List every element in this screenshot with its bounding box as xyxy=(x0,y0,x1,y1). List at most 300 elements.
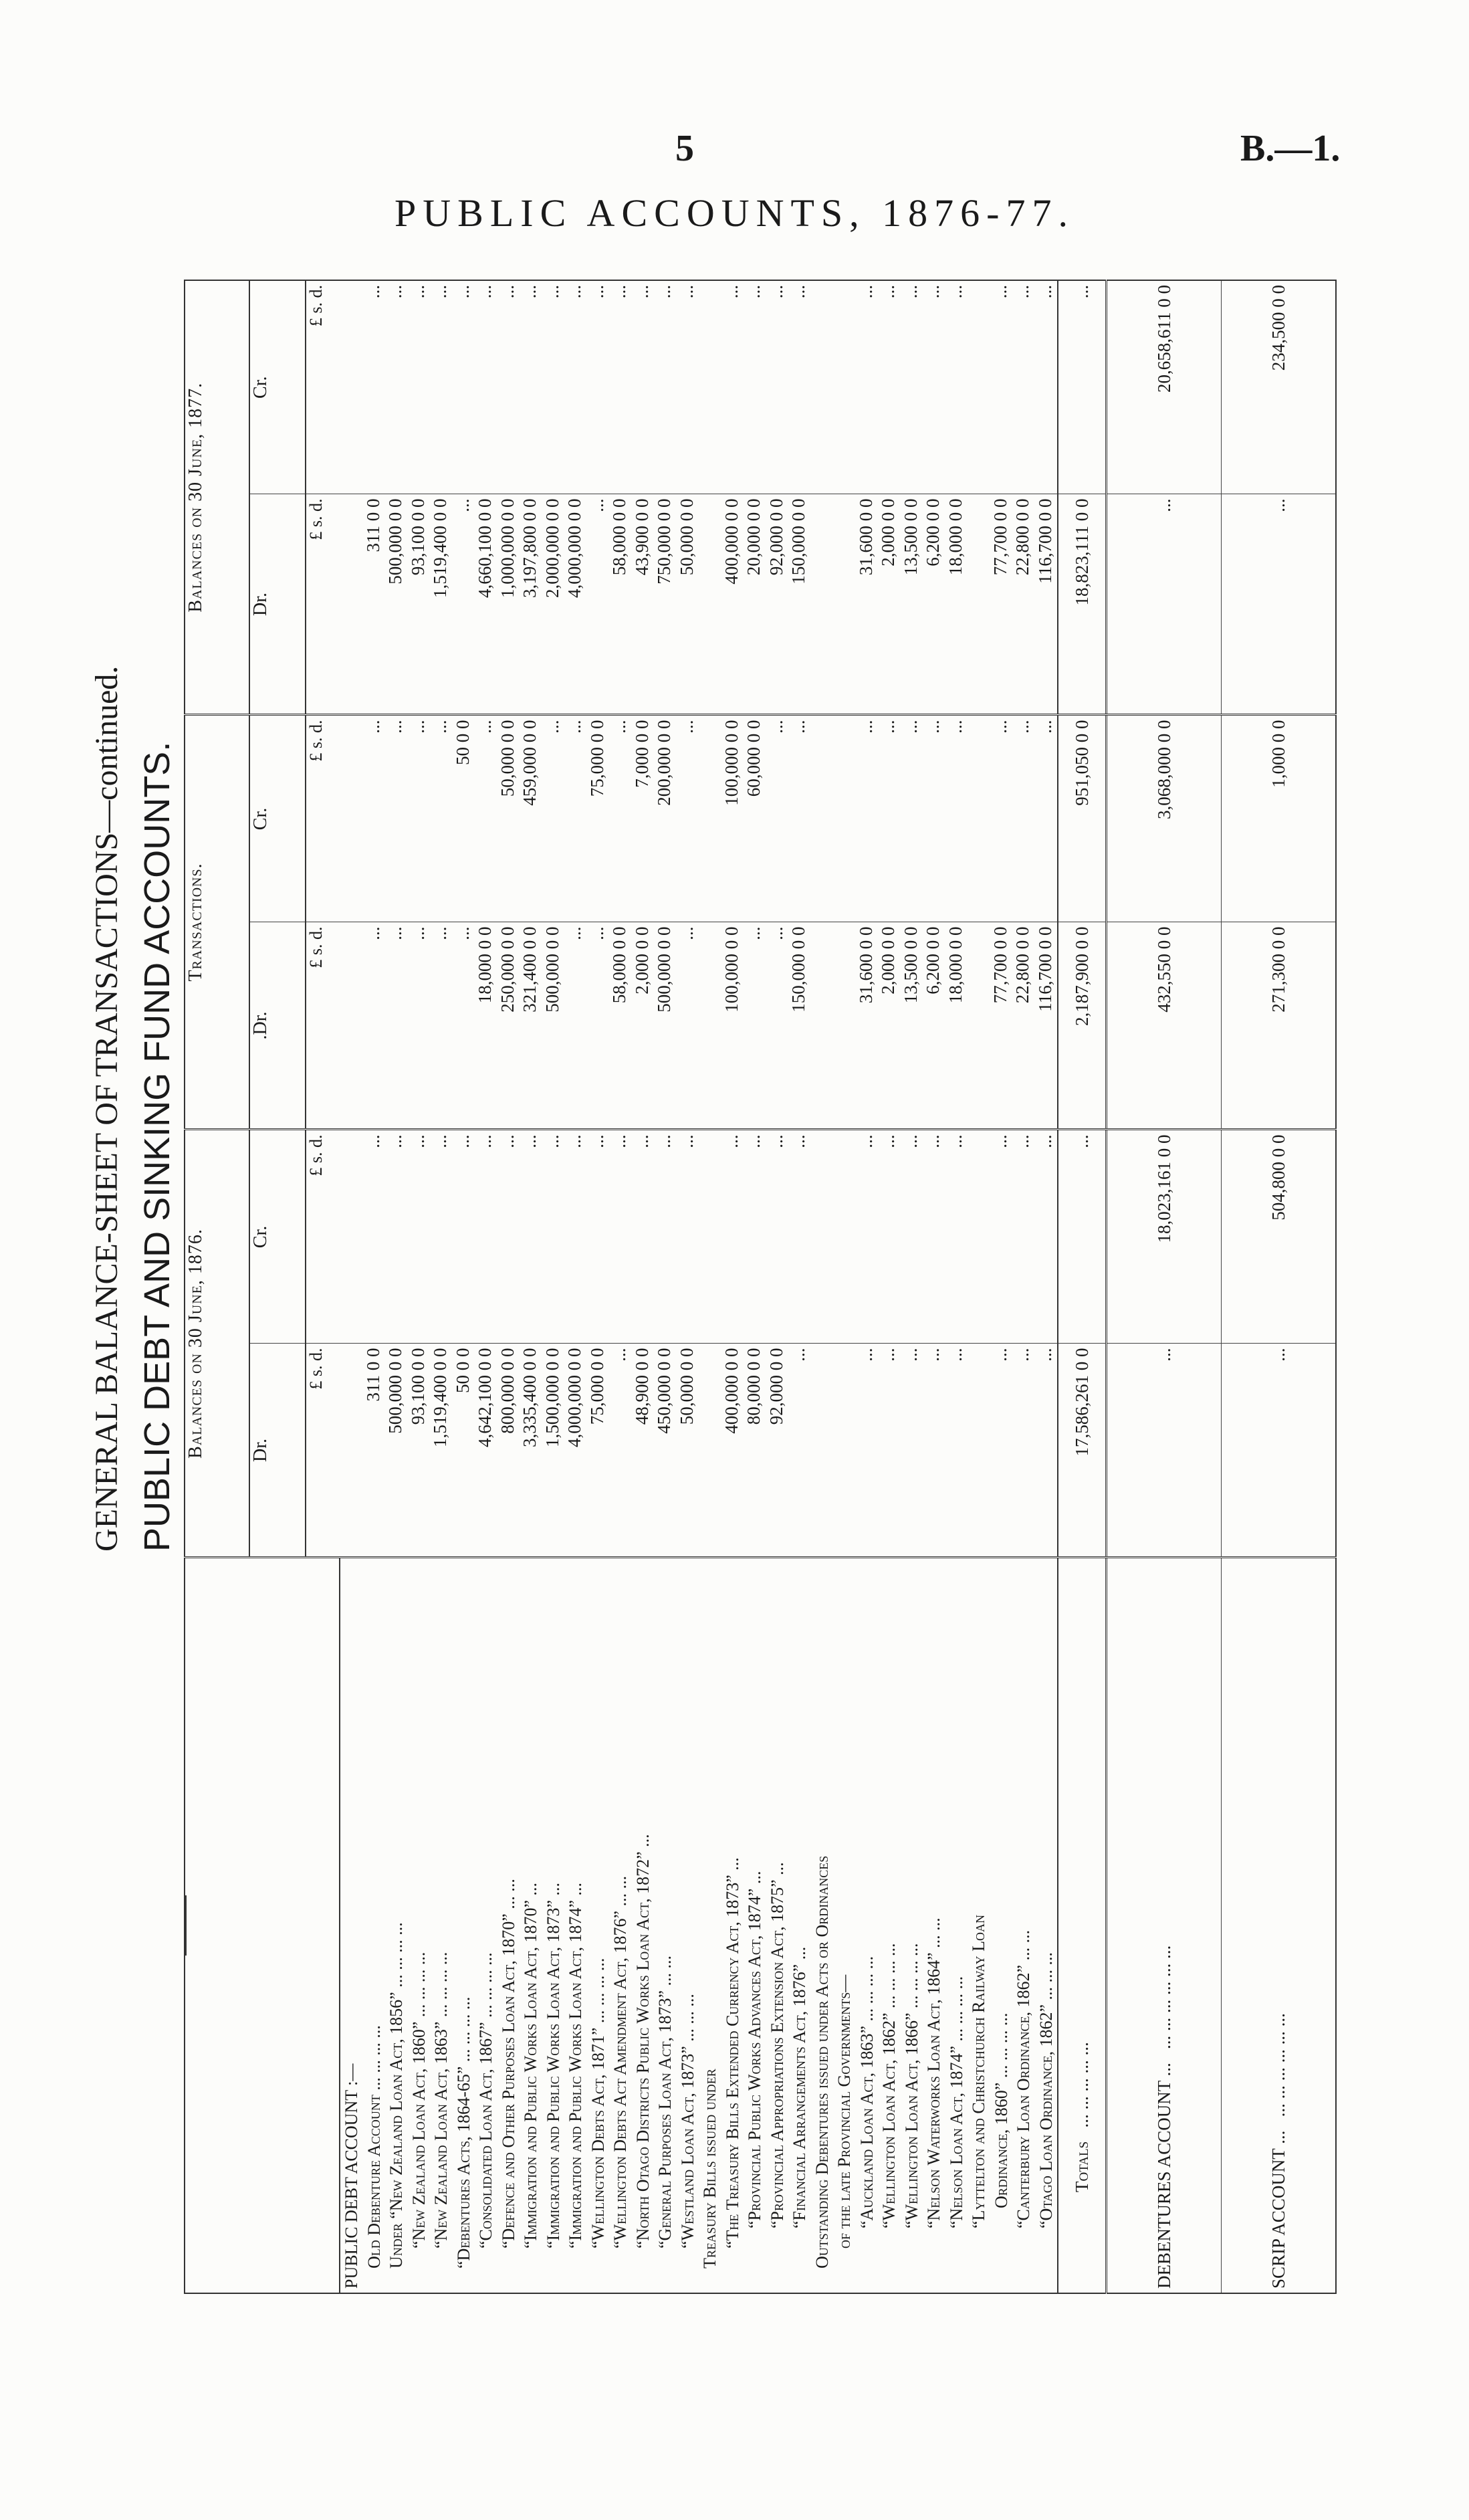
amount-cell: ... xyxy=(945,1134,966,1148)
account-line-label: “Provincial Public Works Advances Act, 1874” xyxy=(745,1888,764,2228)
totals-opening-cr: ... xyxy=(1058,1130,1107,1344)
amount-cell: 4,000,000 0 0 xyxy=(564,1348,584,1447)
amount-cell: 7,000 0 0 xyxy=(631,720,652,788)
amount-cell xyxy=(340,1348,362,1553)
amount-cell: 93,100 0 0 xyxy=(407,1348,428,1425)
amount-cell: 150,000 0 0 xyxy=(788,498,808,585)
amount-cell: 116,700 0 0 xyxy=(1034,498,1055,584)
amount-cell: ... xyxy=(878,1134,898,1148)
amount-cell: 75,000 0 0 xyxy=(586,1348,607,1425)
amount-cell: 311 0 0 xyxy=(362,498,383,552)
account-line xyxy=(699,1563,721,2289)
amount-cell: 92,000 0 0 xyxy=(766,1348,786,1425)
account-line-label: Under “New Zealand Loan Act, 1856” ... xyxy=(386,1974,406,2269)
amount-cell: ... xyxy=(900,1348,921,1362)
leader-dots: ... xyxy=(498,1879,518,1892)
account-line-label: “New Zealand Loan Act, 1860” ... xyxy=(409,2004,429,2248)
account-line xyxy=(744,1563,766,2289)
amount-cell: 4,642,100 0 0 xyxy=(475,1348,495,1447)
amount-cell: ... xyxy=(609,1348,629,1362)
account-line-label: “Immigration and Public Works Loan Act, 1870” xyxy=(521,1899,540,2248)
account-line xyxy=(632,1563,655,2289)
account-line-label: “Immigration and Public Works Loan Act, 1873” xyxy=(543,1899,563,2248)
amount-cell: 500,000 0 0 xyxy=(542,926,562,1013)
amount-cell: 13,500 0 0 xyxy=(900,498,921,576)
amount-cell: ... xyxy=(878,1348,898,1362)
amount-cell: ... xyxy=(609,284,629,299)
amount-cell: ... xyxy=(407,1134,428,1148)
amount-cell: 43,900 0 0 xyxy=(631,498,652,576)
account-line xyxy=(430,1563,453,2289)
amount-cell: ... xyxy=(586,498,607,512)
amount-cell: ... xyxy=(744,926,764,940)
account-line xyxy=(788,1563,811,2289)
units-label: £ s. d. xyxy=(306,1344,340,1558)
account-line-label: “Immigration and Public Works Loan Act, 1874” xyxy=(566,1899,585,2248)
leader-dots: ... ... ... xyxy=(409,1952,429,2000)
amount-cell: 50,000 0 0 xyxy=(676,498,697,576)
amount-cell: ... xyxy=(855,284,876,299)
account-line-label: “Canterbury Loan Ordinance, 1862” xyxy=(1014,1964,1033,2228)
amount-cell xyxy=(698,1348,721,1553)
amount-cell: 321,400 0 0 xyxy=(520,926,540,1013)
amount-cell xyxy=(810,285,833,490)
account-line xyxy=(856,1563,879,2289)
leader-dots: ... xyxy=(566,1882,585,1896)
amount-cell: 200,000 0 0 xyxy=(654,720,674,806)
amount-cell xyxy=(698,926,721,1124)
amount-cell: ... xyxy=(923,720,943,734)
account-line xyxy=(968,1563,990,2289)
amount-cell: 400,000 0 0 xyxy=(721,1348,742,1434)
amount-cell: ... xyxy=(766,926,786,940)
account-line-label: “Provincial Appropriations Extension Act, 1875” xyxy=(767,1879,787,2228)
scrip-opening-dr: ... xyxy=(1222,1344,1337,1558)
amount-cell xyxy=(832,1348,855,1553)
amount-cell: ... xyxy=(542,720,562,734)
leader-dots: ... xyxy=(543,1882,563,1896)
debentures-transactions-cr: 3,068,000 0 0 xyxy=(1107,715,1222,922)
amount-cell: ... xyxy=(990,284,1010,299)
leader-dots: ... ... xyxy=(1036,1952,1056,1983)
account-line xyxy=(1035,1563,1058,2289)
account-line-label: “Westland Loan Act, 1873” xyxy=(677,2046,697,2248)
account-line-label: “North Otago Districts Public Works Loan Act, 1872” xyxy=(633,1851,653,2248)
amount-cell: 50 0 0 xyxy=(452,1348,473,1393)
amount-cell: 500,000 0 0 xyxy=(654,926,674,1013)
account-line xyxy=(923,1563,945,2289)
scrip-transactions-dr: 271,300 0 0 xyxy=(1222,922,1337,1130)
leader-dots: ... ... ... xyxy=(879,1943,899,1991)
amount-cell: 4,000,000 0 0 xyxy=(564,498,584,598)
leader-dots: ... xyxy=(610,1875,630,1889)
totals-transactions-cr: 951,050 0 0 xyxy=(1058,715,1107,922)
amount-cell: 80,000 0 0 xyxy=(744,1348,764,1425)
closing-dr-column xyxy=(340,494,1058,715)
amount-cell: ... xyxy=(900,284,921,299)
amount-cell xyxy=(832,720,855,918)
amount-cell: 60,000 0 0 xyxy=(744,720,764,797)
amount-cell: ... xyxy=(654,284,674,299)
amount-cell: ... xyxy=(542,284,562,299)
amount-cell: ... xyxy=(385,284,405,299)
account-line xyxy=(677,1563,699,2289)
amount-cell: 4,660,100 0 0 xyxy=(475,498,495,598)
amount-cell: ... xyxy=(430,1134,450,1148)
account-line xyxy=(901,1563,923,2289)
leader-dots: ... xyxy=(924,1917,943,1931)
page-title: PUBLIC ACCOUNTS, 1876-77. xyxy=(394,191,1075,235)
amount-cell: 6,200 0 0 xyxy=(923,498,943,566)
amount-cell: ... xyxy=(788,1134,808,1148)
units-label: £ s. d. xyxy=(306,922,340,1130)
amount-cell: 77,700 0 0 xyxy=(990,498,1010,576)
leader-dots: ... ... ... xyxy=(588,1958,608,2006)
amount-cell: 500,000 0 0 xyxy=(385,1348,405,1434)
amount-cell: 48,900 0 0 xyxy=(631,1348,652,1425)
leader-dots: ... xyxy=(767,1862,787,1875)
amount-cell: ... xyxy=(564,720,584,734)
amount-cell: ... xyxy=(923,284,943,299)
amount-cell: ... xyxy=(766,720,786,734)
amount-cell: 100,000 0 0 xyxy=(721,720,742,806)
amount-cell: ... xyxy=(385,1134,405,1148)
scrip-account-row xyxy=(1222,280,1337,2293)
amount-cell xyxy=(967,1348,990,1553)
amount-cell: 13,500 0 0 xyxy=(900,926,921,1004)
amount-cell xyxy=(832,285,855,490)
amount-cell: 800,000 0 0 xyxy=(497,1348,518,1434)
account-line-label: “Wellington Debts Act, 1871” ... xyxy=(588,2010,608,2248)
amount-cell: 450,000 0 0 xyxy=(654,1348,674,1434)
amount-cell: 750,000 0 0 xyxy=(654,498,674,585)
account-line-label: “New Zealand Loan Act, 1863” ... xyxy=(431,2004,451,2248)
scrip-opening-cr: 504,800 0 0 xyxy=(1222,1130,1337,1344)
amount-cell: ... xyxy=(407,720,428,734)
amount-cell: ... xyxy=(631,284,652,299)
account-line-label: “Defence and Other Purposes Loan Act, 1870” ... xyxy=(498,1896,518,2248)
leader-dots: ... ... ... xyxy=(476,1952,495,2000)
amount-cell: 2,000 0 0 xyxy=(631,926,652,994)
amount-cell: ... xyxy=(1034,720,1055,734)
amount-cell xyxy=(967,720,990,918)
leader-dots: ... xyxy=(745,1871,764,1885)
account-line xyxy=(833,1563,856,2289)
amount-cell: 31,600 0 0 xyxy=(855,498,876,576)
amount-cell: ... xyxy=(542,1134,562,1148)
amount-cell: ... xyxy=(362,720,383,734)
amount-cell xyxy=(810,1134,833,1339)
amount-cell: ... xyxy=(878,284,898,299)
amount-cell xyxy=(967,1134,990,1339)
debentures-opening-cr: 18,023,161 0 0 xyxy=(1107,1130,1222,1344)
report-code: B.—1. xyxy=(1240,128,1341,169)
amount-cell xyxy=(810,926,833,1124)
amount-cell: 3,335,400 0 0 xyxy=(520,1348,540,1447)
scrip-account-label: SCRIP ACCOUNT ... xyxy=(1268,2130,1288,2289)
amount-cell xyxy=(340,285,362,490)
amount-cell: 3,197,800 0 0 xyxy=(520,498,540,598)
amount-cell: 20,000 0 0 xyxy=(744,498,764,576)
amount-cell: ... xyxy=(900,720,921,734)
account-line xyxy=(340,1563,363,2289)
account-line-label: “Wellington Loan Act, 1866” ... xyxy=(901,1995,921,2228)
account-line-label: of the late Provincial Governments— xyxy=(834,1974,854,2248)
ledger-table xyxy=(184,280,1337,2294)
balance-sheet-table xyxy=(184,281,1317,2294)
amount-cell: ... xyxy=(430,926,450,940)
amount-cell: ... xyxy=(609,720,629,734)
sheet-subtitle: PUBLIC DEBT AND SINKING FUND ACCOUNTS. xyxy=(137,741,177,1552)
amount-cell xyxy=(698,720,721,918)
account-line-label: “Consolidated Loan Act, 1867” ... xyxy=(476,2004,495,2248)
amount-cell: ... xyxy=(766,1134,786,1148)
amount-cell: 50 0 0 xyxy=(452,720,473,765)
amount-cell: ... xyxy=(945,720,966,734)
account-line xyxy=(945,1563,968,2289)
amount-cell: 150,000 0 0 xyxy=(788,926,808,1013)
amount-cell: 1,519,400 0 0 xyxy=(430,1348,450,1447)
amount-cell: ... xyxy=(1034,284,1055,299)
amount-cell: 22,800 0 0 xyxy=(1012,498,1032,576)
amount-cell: ... xyxy=(945,284,966,299)
account-line xyxy=(654,1563,677,2289)
amount-cell: ... xyxy=(564,284,584,299)
amount-cell: ... xyxy=(564,1134,584,1148)
amount-cell: 1,519,400 0 0 xyxy=(430,498,450,598)
account-line-label: “Wellington Debts Act Amendment Act, 1876” ... xyxy=(610,1893,630,2248)
account-line xyxy=(497,1563,520,2289)
amount-cell: 311 0 0 xyxy=(362,1348,383,1402)
amount-cell xyxy=(698,285,721,490)
amount-cell: ... xyxy=(788,1348,808,1362)
debentures-transactions-dr: 432,550 0 0 xyxy=(1107,922,1222,1130)
amount-cell: ... xyxy=(362,926,383,940)
amount-cell: ... xyxy=(609,1134,629,1148)
scrip-closing-cr: 234,500 0 0 xyxy=(1222,280,1337,494)
debentures-closing-cr: 20,658,611 0 0 xyxy=(1107,280,1222,494)
units-label: £ s. d. xyxy=(306,280,340,494)
leader-dots: ... ... ... ... ... ... xyxy=(1268,2013,1288,2117)
totals-closing-dr: 18,823,111 0 0 xyxy=(1058,494,1107,715)
leader-dots: ... ... ... xyxy=(677,1994,697,2042)
description-header xyxy=(185,1558,340,2293)
account-line-label: “General Purposes Loan Act, 1873” xyxy=(655,1990,675,2248)
account-line xyxy=(1012,1563,1035,2289)
amount-cell: 100,000 0 0 xyxy=(721,926,742,1013)
amount-cell: ... xyxy=(855,1134,876,1148)
leader-dots: ... ... ... xyxy=(453,1996,473,2045)
opening-balances-header: Balances on 30 June, 1876. xyxy=(185,1130,249,1558)
account-line-label: “Financial Arrangements Act, 1876” xyxy=(790,1964,809,2228)
amount-cell: 31,600 0 0 xyxy=(855,926,876,1004)
amount-cell: ... xyxy=(766,284,786,299)
transactions-header: Transactions. xyxy=(185,715,249,1130)
amount-cell: ... xyxy=(1034,1348,1055,1362)
amount-cell: 2,000,000 0 0 xyxy=(542,498,562,598)
transactions-dr-header: .Dr. xyxy=(249,922,306,1130)
amount-cell: ... xyxy=(407,284,428,299)
closing-cr-column xyxy=(340,280,1058,494)
amount-cell: ... xyxy=(990,1134,1010,1148)
leader-dots: ... ... xyxy=(655,1955,675,1986)
amount-cell xyxy=(967,498,990,710)
amount-cell: ... xyxy=(475,720,495,734)
account-line-label: “Nelson Loan Act, 1874” ... xyxy=(946,2028,966,2228)
opening-cr-column xyxy=(340,1130,1058,1344)
amount-cell: 2,000 0 0 xyxy=(878,926,898,994)
amount-cell: ... xyxy=(430,720,450,734)
amount-cell: 22,800 0 0 xyxy=(1012,926,1032,1004)
transactions-cr-header: Cr. xyxy=(249,715,306,922)
account-line-label: “Otago Loan Ordinance, 1862” ... xyxy=(1036,1986,1056,2228)
amount-cell: ... xyxy=(900,1134,921,1148)
amount-cell: ... xyxy=(788,720,808,734)
amount-cell: ... xyxy=(1012,720,1032,734)
amount-cell: ... xyxy=(654,1134,674,1148)
amount-cell: 1,500,000 0 0 xyxy=(542,1348,562,1447)
amount-cell: ... xyxy=(990,1348,1010,1362)
sheet-title: GENERAL BALANCE-SHEET OF TRANSACTIONS—continued. xyxy=(89,665,124,1552)
closing-cr-header: Cr. xyxy=(249,280,306,494)
amount-cell: ... xyxy=(631,1134,652,1148)
opening-cr-header: Cr. xyxy=(249,1130,306,1344)
account-line-label: “Debentures Acts, 1864-65” ... xyxy=(453,2049,473,2269)
opening-dr-header: Dr. xyxy=(249,1344,306,1558)
amount-cell: 459,000 0 0 xyxy=(520,720,540,806)
debentures-account-label: DEBENTURES ACCOUNT ... xyxy=(1153,2063,1174,2289)
amount-cell: ... xyxy=(855,720,876,734)
amount-cell: ... xyxy=(744,1134,764,1148)
totals-label: Totals xyxy=(1071,2141,1092,2192)
amount-cell xyxy=(698,1134,721,1339)
leader-dots: ... xyxy=(633,1834,653,1847)
leader-dots: ... ... xyxy=(1014,1929,1033,1961)
amount-cell: ... xyxy=(430,284,450,299)
account-line xyxy=(609,1563,632,2289)
account-line-label: Old Debenture Account xyxy=(364,2095,384,2269)
sheet-heading xyxy=(84,665,184,1552)
amount-cell: ... xyxy=(385,926,405,940)
amount-cell: ... xyxy=(586,284,607,299)
amount-cell xyxy=(340,926,362,1124)
account-line xyxy=(542,1563,565,2289)
amount-cell xyxy=(967,926,990,1124)
account-line xyxy=(564,1563,587,2289)
scrip-closing-dr: ... xyxy=(1222,494,1337,715)
amount-cell: ... xyxy=(1012,1134,1032,1148)
totals-row xyxy=(1058,280,1107,2293)
amount-cell: ... xyxy=(452,284,473,299)
amount-cell: ... xyxy=(1034,1134,1055,1148)
debentures-opening-dr: ... xyxy=(1107,1344,1222,1558)
account-line xyxy=(475,1563,497,2289)
account-line xyxy=(385,1563,408,2289)
amount-cell: ... xyxy=(990,720,1010,734)
account-line xyxy=(878,1563,901,2289)
account-line xyxy=(766,1563,789,2289)
amount-cell: ... xyxy=(586,926,607,940)
amount-cell xyxy=(340,720,362,918)
public-debt-section xyxy=(340,280,1058,2293)
account-line xyxy=(363,1563,386,2289)
account-line xyxy=(453,1563,475,2289)
amount-cell xyxy=(832,926,855,1124)
amount-cell: 116,700 0 0 xyxy=(1034,926,1055,1012)
amount-cell: 1,000,000 0 0 xyxy=(497,498,518,598)
amount-cell: ... xyxy=(497,284,518,299)
amount-cell: ... xyxy=(520,284,540,299)
amount-cell: ... xyxy=(564,926,584,940)
amount-cell: ... xyxy=(452,926,473,940)
amount-cell xyxy=(340,1134,362,1339)
units-label: £ s. d. xyxy=(306,1130,340,1344)
amount-cell: ... xyxy=(878,720,898,734)
account-line xyxy=(990,1563,1013,2289)
account-line xyxy=(587,1563,610,2289)
amount-cell: ... xyxy=(452,498,473,512)
leader-dots: ... ... ... xyxy=(857,1956,877,2004)
amount-cell: ... xyxy=(520,1134,540,1148)
leader-dots: ... xyxy=(722,1857,742,1871)
account-line-label: “Auckland Loan Act, 1863” ... xyxy=(857,2008,877,2228)
amount-cell xyxy=(810,720,833,918)
account-line-label: “The Treasury Bills Extended Currency Act, 1873” xyxy=(722,1875,742,2248)
account-line-label: Outstanding Debentures issued under Acts or Ordinances xyxy=(812,1855,832,2269)
amount-cell: 50,000 0 0 xyxy=(497,720,518,797)
account-line xyxy=(520,1563,542,2289)
amount-cell: 18,000 0 0 xyxy=(945,926,966,1004)
amount-cell: ... xyxy=(945,1348,966,1362)
amount-cell: ... xyxy=(407,926,428,940)
amount-cell: 250,000 0 0 xyxy=(497,926,518,1013)
amount-cell: ... xyxy=(475,284,495,299)
amount-cell: 6,200 0 0 xyxy=(923,926,943,994)
amount-cell: 2,000 0 0 xyxy=(878,498,898,566)
leader-dots: ... ... ... ... xyxy=(364,2025,384,2091)
closing-dr-header: Dr. xyxy=(249,494,306,715)
amount-cell: ... xyxy=(362,1134,383,1148)
amount-cell: 92,000 0 0 xyxy=(766,498,786,576)
amount-cell: 400,000 0 0 xyxy=(721,498,742,585)
amount-cell xyxy=(832,498,855,710)
totals-closing-cr: ... xyxy=(1058,280,1107,494)
opening-dr-column xyxy=(340,1344,1058,1558)
amount-cell: 18,000 0 0 xyxy=(945,498,966,576)
leader-dots: ... ... ... ... ... ... xyxy=(1153,1945,1174,2049)
amount-cell xyxy=(810,498,833,710)
amount-cell: ... xyxy=(475,1134,495,1148)
account-line-label: Ordinance, 1860” ... xyxy=(991,2065,1011,2208)
amount-cell xyxy=(832,1134,855,1339)
closing-balances-header: Balances on 30 June, 1877. xyxy=(185,280,249,715)
leader-dots: ... ... ... xyxy=(991,2012,1011,2061)
account-line-label: “Nelson Waterworks Loan Act, 1864” ... xyxy=(924,1935,943,2228)
leader-dots: ... ... ... xyxy=(901,1943,921,1991)
amount-cell: ... xyxy=(676,284,697,299)
amount-cell: ... xyxy=(855,1348,876,1362)
amount-cell: ... xyxy=(362,284,383,299)
account-line-label: “Wellington Loan Act, 1862” ... xyxy=(879,1995,899,2228)
account-line xyxy=(811,1563,834,2289)
amount-cell: ... xyxy=(721,284,742,299)
debentures-closing-dr: ... xyxy=(1107,494,1222,715)
amount-cell: 93,100 0 0 xyxy=(407,498,428,576)
public-debt-descriptions xyxy=(340,1558,1058,2293)
amount-cell: ... xyxy=(586,1134,607,1148)
transactions-cr-column xyxy=(340,715,1058,922)
account-line xyxy=(408,1563,431,2289)
